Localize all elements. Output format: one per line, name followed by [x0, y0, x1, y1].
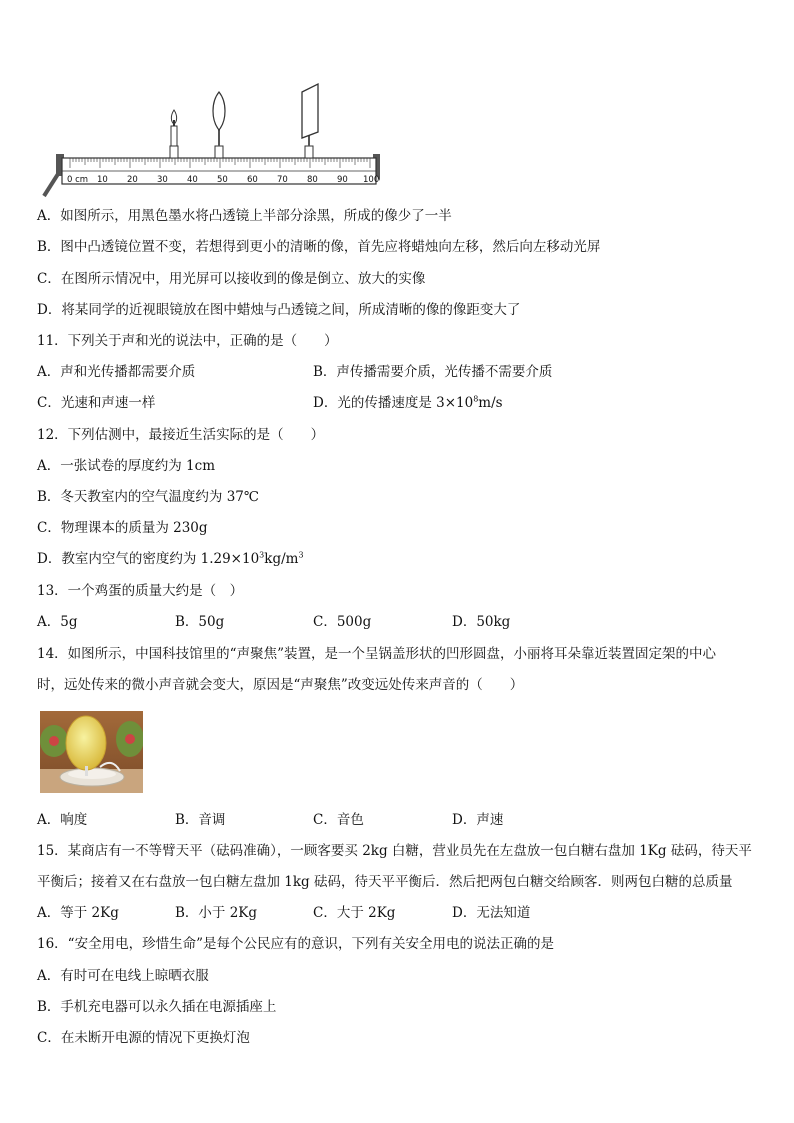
q12-stem: 12．下列估测中，最接近生活实际的是（ ） — [37, 427, 325, 443]
q16-option-b: B．手机充电器可以永久插在电源插座上 — [37, 999, 277, 1015]
q11-option-d-unit: m/s — [478, 395, 503, 411]
q10-option-b: B．图中凸透镜位置不变，若想得到更小的清晰的像，首先应将蜡烛向左移，然后向左移动光屏 — [37, 239, 601, 255]
q13-option-c: C．500g — [313, 614, 372, 630]
scale-label: 0 cm — [67, 175, 89, 185]
q15-stem-line1: 15．某商店有一不等臂天平（砝码准确），一顾客要买 2kg 白糖，营业员先在左盘放一包白糖右盘加 1Kg 砝码，待天平 — [37, 843, 752, 859]
q10-option-a: A．如图所示，用黑色墨水将凸透镜上半部分涂黑，所成的像少了一半 — [37, 208, 452, 224]
q11-option-b: B．声传播需要介质，光传播不需要介质 — [313, 364, 553, 380]
q11-option-c: C．光速和声速一样 — [37, 395, 156, 411]
q14-option-a: A．响度 — [37, 812, 88, 828]
scale-label: 100 — [363, 175, 380, 185]
scale-label: 20 — [127, 175, 138, 185]
q13-option-d: D．50kg — [452, 614, 511, 630]
scale-label: 90 — [337, 175, 348, 185]
scale-label: 50 — [217, 175, 228, 185]
q15-option-b: B．小于 2Kg — [175, 905, 258, 921]
q12-option-b: B．冬天教室内的空气温度约为 37℃ — [37, 489, 259, 505]
q15-stem-line2: 平衡后；接着又在右盘放一包白糖左盘加 1kg 砝码，待天平平衡后．然后把两包白糖交给顾客．则两包白糖的总质量 — [37, 874, 733, 890]
scale-label: 10 — [97, 175, 108, 185]
q14-option-d: D．声速 — [452, 812, 504, 828]
candle — [170, 110, 178, 158]
q11-option-d-exponent: 8 — [473, 394, 479, 404]
q12-option-d-exponent: 3 — [259, 550, 265, 560]
scale-label: 60 — [247, 175, 258, 185]
scale-label: 40 — [187, 175, 198, 185]
q11-option-d-text: D．光的传播速度是 3×10 — [313, 395, 474, 411]
q14-option-b: B．音调 — [175, 812, 226, 828]
q12-option-d — [37, 550, 304, 568]
q11-option-a: A．声和光传播都需要介质 — [37, 364, 196, 380]
convex-lens — [213, 92, 225, 158]
q16-stem: 16．“安全用电，珍惜生命”是每个公民应有的意识，下列有关安全用电的说法正确的是 — [37, 936, 554, 952]
q16-option-c: C．在未断开电源的情况下更换灯泡 — [37, 1030, 250, 1046]
q13-option-b: B．50g — [175, 614, 225, 630]
q12-option-d-text: D．教室内空气的密度约为 1.29×10 — [37, 551, 260, 567]
q15-option-a: A．等于 2Kg — [37, 905, 119, 921]
scale-label: 80 — [307, 175, 318, 185]
q15-option-c: C．大于 2Kg — [313, 905, 396, 921]
scale-label: 30 — [157, 175, 168, 185]
q12-option-d-unit: kg/m — [264, 551, 299, 567]
q12-option-a: A．一张试卷的厚度约为 1cm — [37, 458, 215, 474]
q10-option-d: D．将某同学的近视眼镜放在图中蜡烛与凸透镜之间，所成清晰的像的像距变大了 — [37, 302, 521, 318]
q14-stem-line1: 14．如图所示，中国科技馆里的“声聚焦”装置，是一个呈锅盖形状的凹形圆盘，小丽将耳朵靠近装置固定架的中心 — [37, 646, 716, 662]
q15-option-d: D．无法知道 — [452, 905, 531, 921]
scale-label: 70 — [277, 175, 288, 185]
q14-option-c: C．音色 — [313, 812, 364, 828]
q12-option-c: C．物理课本的质量为 230g — [37, 520, 208, 536]
light-screen — [302, 84, 318, 158]
q11-option-d — [313, 394, 503, 412]
q16-option-a: A．有时可在电线上晾晒衣服 — [37, 968, 209, 984]
optical-bench-figure — [40, 80, 380, 198]
left-leg — [44, 174, 58, 196]
sound-focus-photo — [40, 711, 143, 793]
q13-stem: 13．一个鸡蛋的质量大约是（ ） — [37, 583, 244, 599]
q12-option-d-unit-exponent: 3 — [298, 550, 304, 560]
q11-stem: 11．下列关于声和光的说法中，正确的是（ ） — [37, 333, 338, 349]
q13-option-a: A．5g — [37, 614, 78, 630]
q14-stem-line2: 时，远处传来的微小声音就会变大，原因是“声聚焦”改变远处传来声音的（ ） — [37, 677, 524, 693]
q10-option-c: C．在图所示情况中，用光屏可以接收到的像是倒立、放大的实像 — [37, 271, 426, 287]
